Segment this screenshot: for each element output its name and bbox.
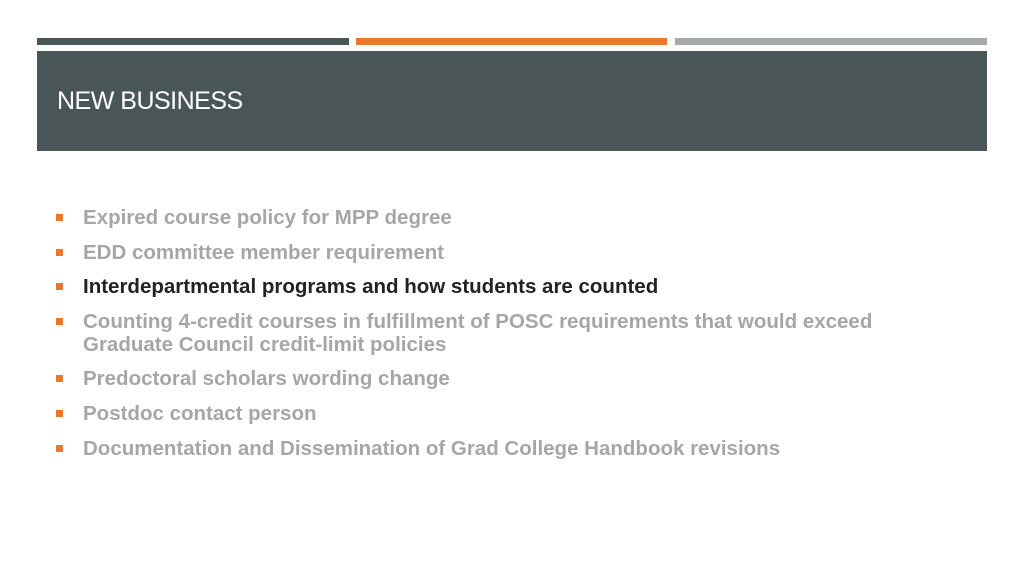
bullet-text: Interdepartmental programs and how students are counted	[83, 275, 659, 299]
bullet-text: Predoctoral scholars wording change	[83, 367, 450, 391]
bullet-item	[56, 275, 936, 298]
bullet-square-icon	[56, 214, 63, 221]
bullet-text: EDD committee member requirement	[83, 240, 445, 264]
bullet-text: Postdoc contact person	[83, 401, 317, 425]
accent-bar-orange	[356, 38, 667, 45]
accent-bar-light	[675, 38, 987, 45]
title-band	[37, 51, 987, 151]
bullet-item	[56, 367, 936, 390]
bullet-item	[56, 310, 936, 356]
bullet-list	[56, 206, 936, 471]
slide-title: NEW BUSINESS	[57, 86, 243, 115]
bullet-square-icon	[56, 249, 63, 256]
accent-bar-dark	[37, 38, 349, 45]
bullet-square-icon	[56, 283, 63, 290]
bullet-item	[56, 241, 936, 264]
bullet-item	[56, 437, 936, 460]
bullet-item	[56, 402, 936, 425]
bullet-text: Documentation and Dissemination of Grad College Handbook revisions	[83, 436, 781, 460]
bullet-square-icon	[56, 410, 63, 417]
bullet-square-icon	[56, 375, 63, 382]
bullet-text: Counting 4-credit courses in fulfillment of POSC requirements that would exceed Graduate Council credit-limit policies	[83, 309, 873, 356]
bullet-square-icon	[56, 445, 63, 452]
bullet-text: Expired course policy for MPP degree	[83, 206, 452, 229]
bullet-square-icon	[56, 318, 63, 325]
bullet-item	[56, 206, 936, 229]
